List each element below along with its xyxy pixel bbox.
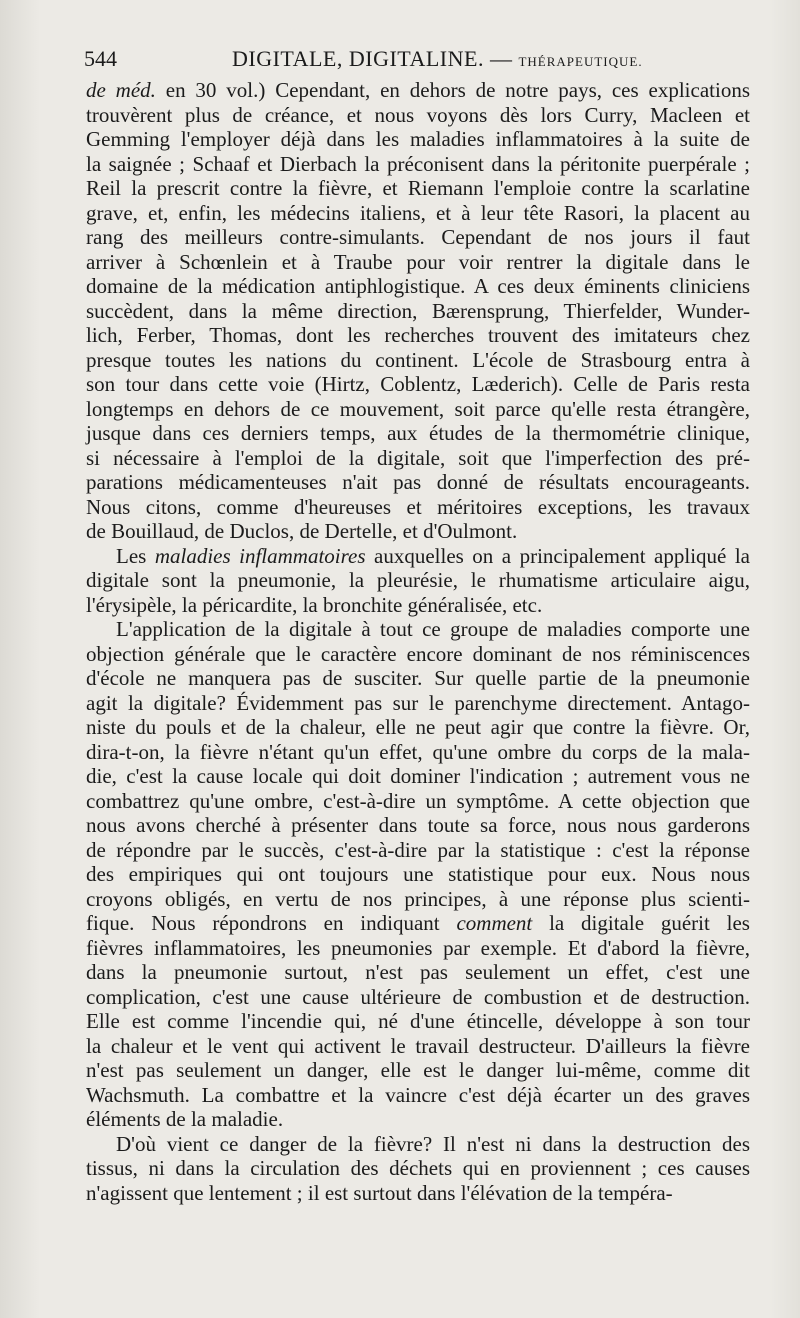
text-line: longtemps en dehors de ce mouvement, soit parce qu'elle resta étrangère,	[86, 396, 750, 421]
text-line: die, c'est la cause locale qui doit dominer l'indication ; autrement vous ne	[86, 764, 750, 788]
text-line: succèdent, dans la même direction, Bærensprung, Thierfelder, Wunder-	[86, 298, 750, 323]
paragraph	[86, 1132, 750, 1206]
text-line: fièvres inflammatoires, les pneumonies par exemple. Et d'abord la fièvre,	[86, 935, 750, 960]
text-line: complication, c'est une cause ultérieure de combustion et de destruction.	[86, 984, 750, 1009]
text-line: la chaleur et le vent qui activent le travail destructeur. D'ailleurs la fièvre	[86, 1033, 750, 1058]
text-line: D'où vient ce danger de la fièvre? Il n'est ni dans la destruction des	[116, 1131, 750, 1156]
text-line: Nous citons, comme d'heureuses et méritoires exceptions, les travaux	[86, 494, 750, 519]
text-line: lich, Ferber, Thomas, dont les recherches trouvent des imitateurs chez	[86, 323, 750, 347]
paragraph	[86, 78, 750, 544]
text-line: dira-t-on, la fièvre n'étant qu'un effet, qu'une ombre du corps de la mala-	[86, 739, 750, 764]
text-line: digitale sont la pneumonie, la pleurésie, le rhumatisme articulaire aigu,	[86, 568, 750, 592]
text-line: croyons obligés, en vertu de nos principes, à une réponse plus scienti-	[86, 886, 750, 911]
text-line: la saignée ; Schaaf et Dierbach la préconisent dans la péritonite puerpérale ;	[86, 151, 750, 176]
text-line: combattrez qu'une ombre, c'est-à-dire un symptôme. A cette objection que	[86, 788, 750, 813]
text-line: des empiriques qui ont toujours une statistique pour eux. Nous nous	[86, 862, 750, 886]
text-line: fique. Nous répondrons en indiquant comment la digitale guérit les	[86, 911, 750, 935]
text-line: éléments de la maladie.	[86, 1107, 284, 1131]
text-line: dans la pneumonie surtout, n'est pas seulement un effet, c'est une	[86, 960, 750, 984]
text-line: domaine de la médication antiphlogistique. A ces deux éminents cliniciens	[86, 274, 750, 298]
text-line: si nécessaire à l'emploi de la digitale, soit que l'imperfection des pré-	[86, 445, 750, 470]
text-line: de méd. en 30 vol.) Cependant, en dehors de notre pays, ces explications	[86, 78, 750, 102]
paragraph	[86, 544, 750, 618]
running-title	[232, 44, 643, 77]
text-line: trouvèrent plus de créance, et nous voyons dès lors Curry, Macleen et	[86, 102, 750, 127]
text-line: rang des meilleurs contre-simulants. Cependant de nos jours il faut	[86, 225, 750, 249]
page-number: 544	[84, 46, 117, 71]
text-line: jusque dans ces derniers temps, aux études de la thermométrie clinique,	[86, 421, 750, 445]
text-line: objection générale que le caractère encore dominant de nos réminiscences	[86, 641, 750, 666]
text-line: L'application de la digitale à tout ce groupe de maladies comporte une	[116, 617, 750, 641]
italic-text: maladies inflammatoires	[154, 543, 366, 568]
text-line: son tour dans cette voie (Hirtz, Coblentz, Læderich). Celle de Paris resta	[86, 372, 750, 396]
text-line: Elle est comme l'incendie qui, né d'une étincelle, développe à son tour	[86, 1009, 750, 1033]
text-line: de répondre par le succès, c'est-à-dire par la statistique : c'est la réponse	[86, 837, 750, 862]
text-line: d'école ne manquera pas de susciter. Sur quelle partie de la pneumonie	[86, 666, 750, 690]
text-line: arriver à Schœnlein et à Traube pour voir rentrer la digitale dans le	[86, 249, 750, 274]
text-line: Reil la prescrit contre la fièvre, et Riemann l'emploie contre la scarlatine	[86, 176, 750, 200]
text-line: Wachsmuth. La combattre et la vaincre c'est déjà écarter un des graves	[86, 1082, 750, 1107]
text-line: niste du pouls et de la chaleur, elle ne peut agir que contre la fièvre. Or,	[86, 715, 750, 739]
running-title-main: DIGITALE, DIGITALINE. —	[232, 46, 513, 71]
text-line: agit la digitale? Évidemment pas sur le parenchyme directement. Antago-	[86, 690, 750, 715]
text-line: tissus, ni dans la circulation des déchets qui en proviennent ; ces causes	[86, 1156, 750, 1180]
text-line: l'érysipèle, la péricardite, la bronchite généralisée, etc.	[86, 592, 543, 617]
running-title-sub: THÉRAPEUTIQUE.	[518, 54, 643, 69]
text-line: de Bouillaud, de Duclos, de Dertelle, et d'Oulmont.	[86, 519, 518, 543]
body-text	[86, 78, 750, 1205]
paragraph	[86, 617, 750, 1132]
text-line: Les maladies inflammatoires auxquelles on a principalement appliqué la	[116, 543, 750, 568]
italic-text: de méd.	[86, 78, 156, 102]
text-line: n'agissent que lentement ; il est surtout dans l'élévation de la tempéra-	[86, 1180, 673, 1205]
running-header	[84, 44, 770, 74]
text-line: parations médicamenteuses n'ait pas donné de résultats encourageants.	[86, 470, 750, 494]
text-line: n'est pas seulement un danger, elle est le danger lui-même, comme dit	[86, 1058, 750, 1082]
text-line: presque toutes les nations du continent. L'école de Strasbourg entra à	[86, 347, 750, 372]
text-line: nous avons cherché à présenter dans toute sa force, nous nous garderons	[86, 813, 750, 837]
italic-text: comment	[456, 911, 533, 935]
text-line: Gemming l'employer déjà dans les maladies inflammatoires à la suite de	[86, 127, 750, 151]
text-line: grave, et, enfin, les médecins italiens, et à leur tête Rasori, la placent au	[86, 200, 750, 225]
